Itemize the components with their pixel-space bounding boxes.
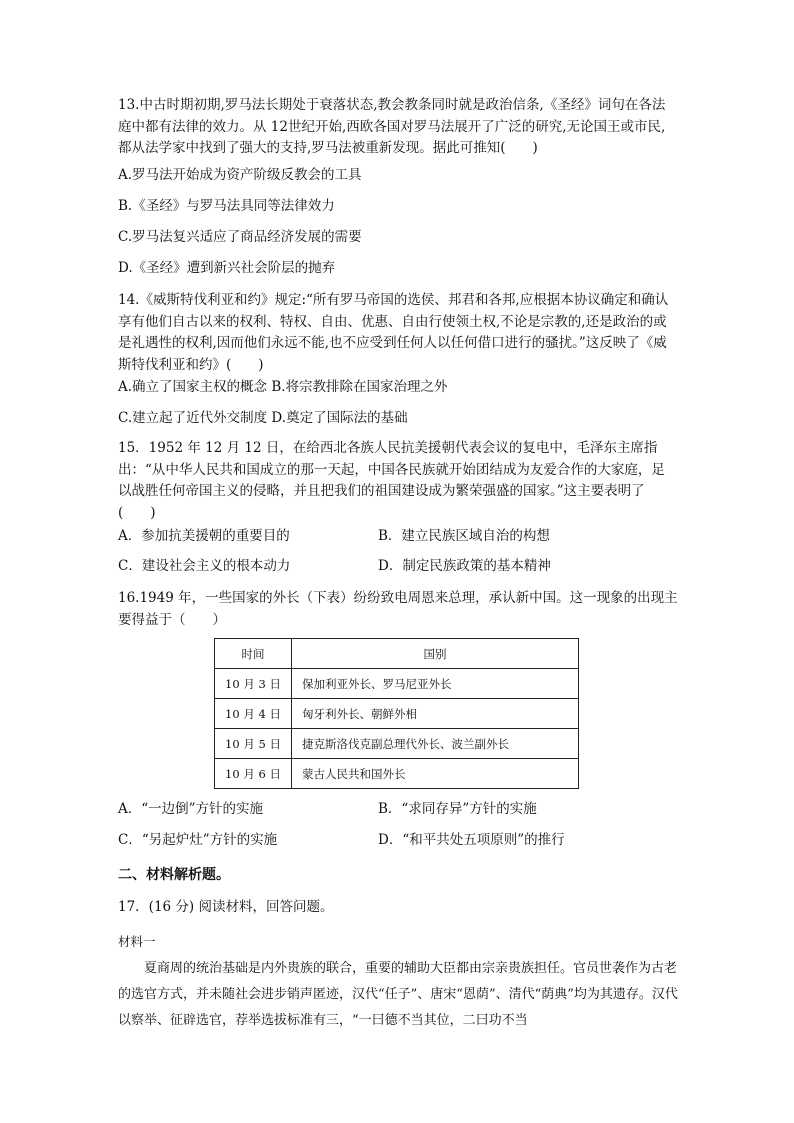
q15-option-d: D．制定民族政策的基本精神 (378, 558, 551, 574)
q14-stem: 14.《威斯特伐利亚和约》规定:“所有罗马帝国的选侯、邦君和各邦,应根据本协议确定和确认享有他们自古以来的权利、特权、自由、优惠、自由行使领土权,不论是宗教的,还是政治的或是礼遇性的权利,因而他们永远不能,也不应受到任何人以任何借口进行的骚扰。”这反映了《威斯特伐利亚和约》( ) (118, 292, 669, 373)
q16-option-a: A．“一边倒”方针的实施 (118, 801, 264, 817)
q14-option-cd: C.建立起了近代外交制度 D.奠定了国际法的基础 (118, 410, 408, 426)
table-header-row (215, 639, 579, 669)
table-row (215, 729, 579, 759)
q13-option-c: C.罗马法复兴适应了商品经济发展的需要 (118, 229, 362, 245)
table-cell-date: 10 月 5 日 (215, 729, 292, 759)
q16-stem: 16.1949 年，一些国家的外长（下表）纷纷致电周恩来总理，承认新中国。这一现象的出现主要得益于（ ） (118, 590, 678, 628)
q15-option-c: C．建设社会主义的根本动力 (118, 558, 291, 574)
q13-option-b: B.《圣经》与罗马法具同等法律效力 (118, 198, 335, 214)
q17-material-text: 夏商周的统治基础是内外贵族的联合，重要的辅助大臣都由宗亲贵族担任。官员世袭作为古老的选官方式，并未随社会进步销声匿迹，汉代“任子”、唐宋“恩荫”、清代“荫典”均为其遗存。汉代以察举、征辟选官，荐举选拔标准有三，“一曰德不当其位，二曰功不当 (118, 961, 678, 1028)
table-row (215, 759, 579, 789)
q17-material-label: 材料一 (118, 934, 156, 949)
q13-option-a: A.罗马法开始成为资产阶级反教会的工具 (118, 167, 362, 183)
table-cell-country: 匈牙利外长、朝鲜外相 (292, 699, 579, 729)
section-title: 二、材料解析题。 (118, 867, 230, 883)
q14-option-ab: A.确立了国家主权的概念 B.将宗教排除在国家治理之外 (118, 379, 448, 395)
q17-stem: 17．(16 分) 阅读材料，回答问题。 (118, 899, 334, 915)
q16-option-d: D．“和平共处五项原则”的推行 (378, 832, 565, 848)
table-cell-country: 捷克斯洛伐克副总理代外长、波兰副外长 (292, 729, 579, 759)
q15-option-a: A．参加抗美援朝的重要目的 (118, 528, 290, 544)
q16-option-b: B．“求同存异”方针的实施 (378, 801, 537, 817)
table-cell-country: 保加利亚外长、罗马尼亚外长 (292, 669, 579, 699)
table-cell-country: 蒙古人民共和国外长 (292, 759, 579, 789)
table-row (215, 699, 579, 729)
q15-stem: 15．1952 年 12 月 12 日，在给西北各族人民抗美援朝代表会议的复电中，毛泽东主席指出：“从中华人民共和国成立的那一天起，中国各民族就开始团结成为友爱合作的大家庭，足以战胜任何帝国主义的侵略，并且把我们的祖国建设成为繁荣强盛的国家。”这主要表明了( ) (118, 440, 665, 521)
recognition-table (214, 638, 579, 789)
table-cell-date: 10 月 3 日 (215, 669, 292, 699)
q13-stem: 13.中古时期初期,罗马法长期处于衰落状态,教会教条同时就是政治信条,《圣经》词句在各法庭中都有法律的效力。从 12世纪开始,西欧各国对罗马法展开了广泛的研究,无论国王或市民,都从法学家中找到了强大的支持,罗马法被重新发现。据此可推知( ) (118, 97, 666, 156)
table-cell-date: 10 月 4 日 (215, 699, 292, 729)
table-header-date: 时间 (215, 639, 292, 669)
table-header-country: 国别 (292, 639, 579, 669)
table-cell-date: 10 月 6 日 (215, 759, 292, 789)
q16-option-c: C．“另起炉灶”方针的实施 (118, 832, 278, 848)
q13-option-d: D.《圣经》遭到新兴社会阶层的抛弃 (118, 260, 336, 276)
q15-option-b: B．建立民族区域自治的构想 (378, 528, 550, 544)
table-row (215, 669, 579, 699)
